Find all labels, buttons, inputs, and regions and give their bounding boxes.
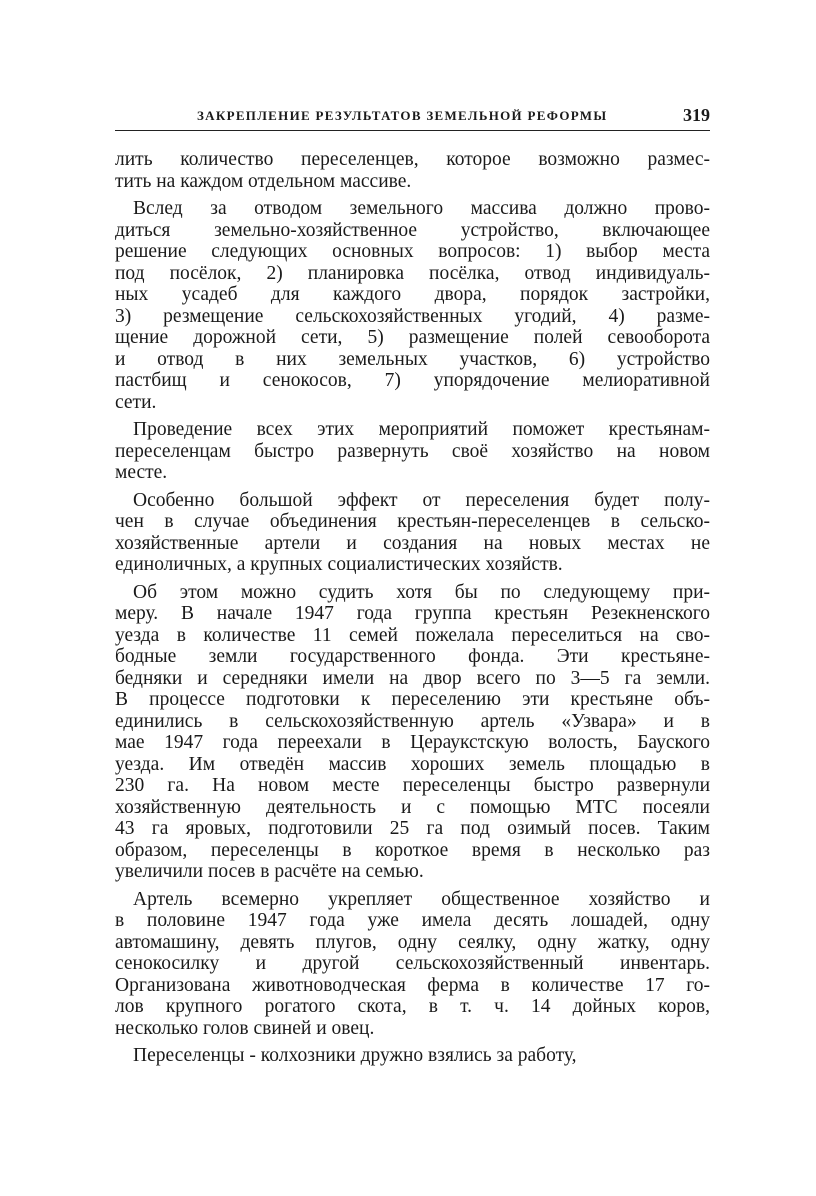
text-line: сети. [115,391,157,413]
text-line: образом, переселенцы в короткое время в несколько раз [115,839,710,861]
body-text [115,131,710,1067]
text-line: решение следующих основных вопросов: 1) выбор места [115,241,710,262]
paragraph [115,490,710,576]
text-line: уезда в количестве 11 семей пожелала переселиться на сво- [115,624,710,646]
text-line: бедняки и середняки имели на двор всего по 3—5 га земли. [115,667,710,689]
paragraph [115,198,710,413]
running-header [115,100,710,131]
paragraph [115,889,710,1040]
text-line: чен в случае объединения крестьян-переселенцев в сельско- [115,511,710,532]
text-line: уезда. Им отведён массив хороших земель площадью в [115,753,710,775]
page-number: 319 [683,105,710,125]
text-line: под посёлок, 2) планировка посёлка, отвод индивидуаль- [115,262,710,284]
text-line: в половине 1947 года уже имела десять лошадей, одну [115,910,710,931]
text-line: 3) резмещение сельскохозяйственных угодий, 4) разме- [115,305,710,327]
paragraph [115,149,710,192]
text-line: Организована животноводческая ферма в количестве 17 го- [115,974,710,996]
text-line: месте. [115,462,168,483]
text-line: увеличили посев в расчёте на семью. [115,861,424,882]
book-page [115,100,710,1073]
text-line: тить на каждом отдельном массиве. [115,170,412,192]
text-line: Вслед за отводом земельного массива должно прово- [133,198,710,219]
text-line: Артель всемерно укрепляет общественное хозяйство и [133,888,710,910]
text-line: меру. В начале 1947 года группа крестьян Резекненского [115,603,710,624]
text-line: щение дорожной сети, 5) размещение полей севооборота [115,327,710,348]
text-line: автомашину, девять плугов, одну сеялку, одну жатку, одну [115,931,710,953]
paragraph [115,419,710,484]
text-line: единоличных, а крупных социалистических хозяйств. [115,554,563,575]
text-line: сенокосилку и другой сельскохозяйственный инвентарь. [115,953,710,974]
text-line: В процессе подготовки к переселению эти крестьяне объ- [115,689,710,710]
text-line: переселенцам быстро развернуть своё хозяйство на новом [115,440,710,462]
text-line: мае 1947 года переехали в Цераукстскую волость, Бауского [115,732,710,753]
text-line: 230 га. На новом месте переселенцы быстро развернули [115,775,710,796]
running-title: ЗАКРЕПЛЕНИЕ РЕЗУЛЬТАТОВ ЗЕМЕЛЬНОЙ РЕФОРМЫ [197,108,608,123]
text-line: ных усадеб для каждого двора, порядок застройки, [115,284,710,305]
text-line: бодные земли государственного фонда. Эти крестьяне- [115,646,710,667]
text-line: Об этом можно судить хотя бы по следующему при- [133,581,710,603]
text-line: и отвод в них земельных участков, 6) устройство [115,348,710,370]
text-line: несколько голов свиней и овец. [115,1017,375,1039]
paragraph [115,582,710,883]
text-line: лить количество переселенцев, которое возможно размес- [115,149,710,170]
text-line: Переселенцы - колхозники дружно взялись за работу, [133,1045,577,1066]
text-line: лов крупного рогатого скота, в т. ч. 14 дойных коров, [115,996,710,1017]
text-line: Проведение всех этих мероприятий поможет крестьянам- [133,419,710,440]
text-line: хозяйственные артели и создания на новых местах не [115,532,710,554]
text-line: хозяйственную деятельность и с помощью МТС посеяли [115,796,710,818]
text-line: пастбищ и сенокосов, 7) упорядочение мелиоративной [115,370,710,391]
text-line: диться земельно-хозяйственное устройство, включающее [115,219,710,241]
text-line: Особенно большой эффект от переселения будет полу- [133,489,710,511]
text-line: единились в сельскохозяйственную артель «Узвара» и в [115,710,710,732]
text-line: 43 га яровых, подготовили 25 га под озимый посев. Таким [115,818,710,839]
paragraph [115,1045,710,1067]
